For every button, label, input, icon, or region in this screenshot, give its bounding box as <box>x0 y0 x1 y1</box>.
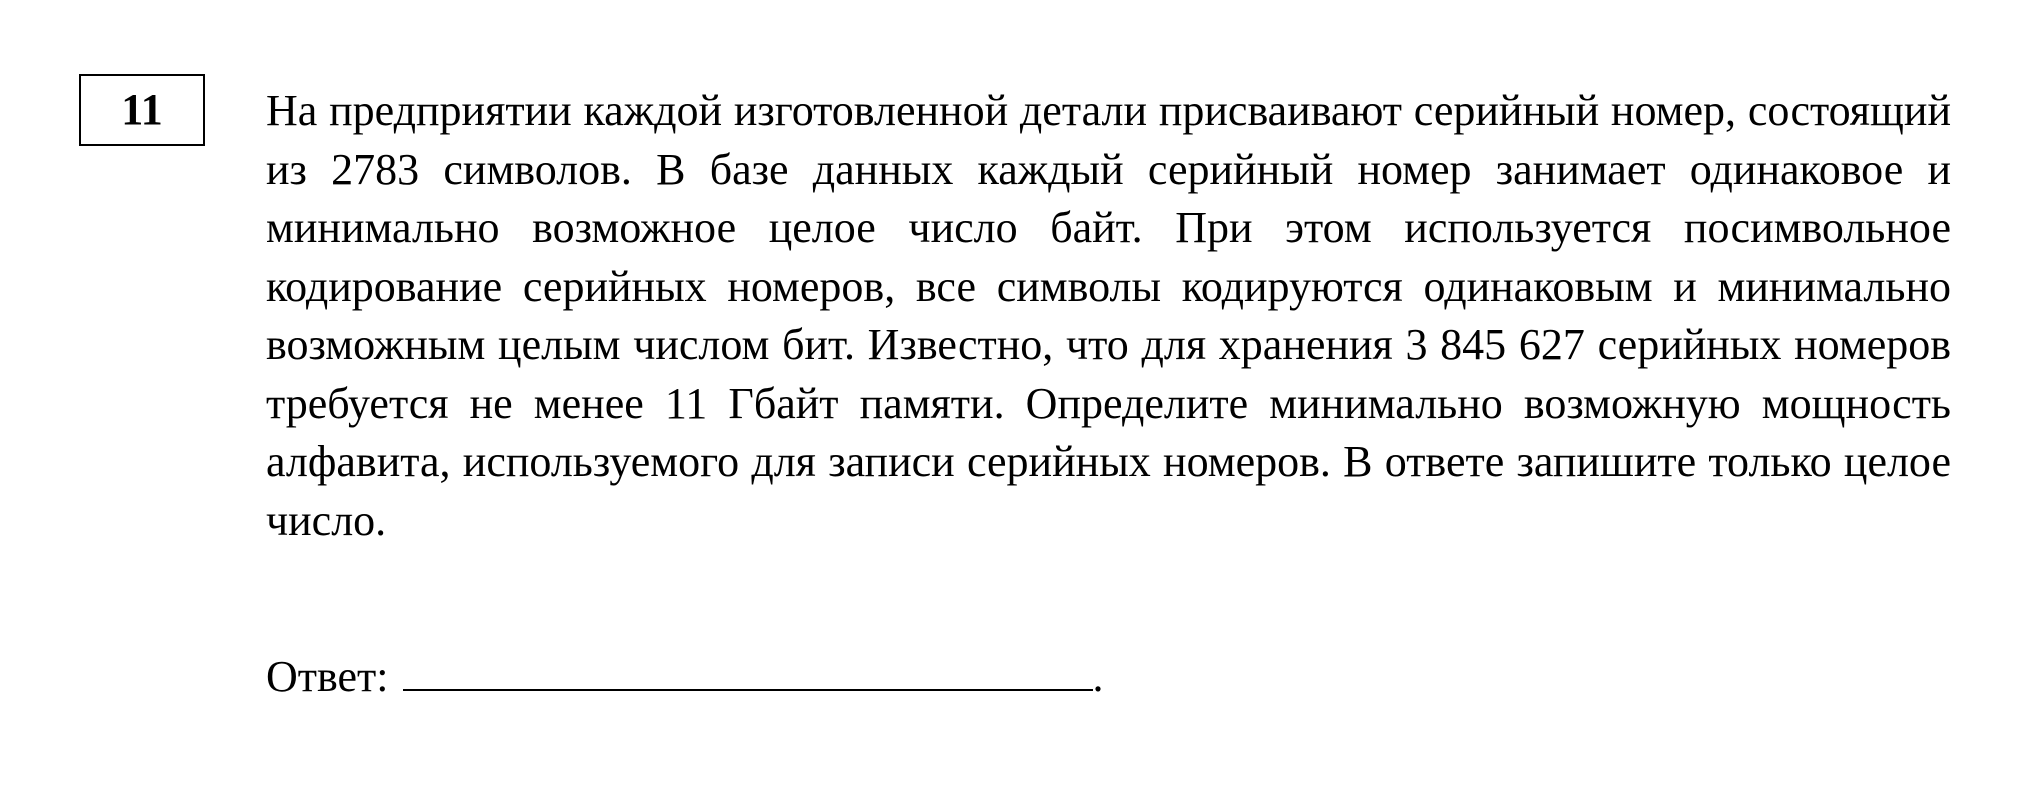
task-number-box <box>79 74 205 146</box>
answer-terminator: . <box>1092 652 1104 701</box>
answer-line <box>266 648 1104 706</box>
answer-blank[interactable] <box>403 649 1093 691</box>
task-number: 11 <box>121 85 163 134</box>
answer-label: Ответ: <box>266 652 389 701</box>
task-text: На предприятии каждой изготовленной детали присваивают серийный номер, состоящий из 2783 символов. В базе данных каждый серийный номер занимает одинаковое и минимально возможное целое число байт. При этом используется посимвольное кодирование серийных номеров, все символы кодируются одинаковым и минимально возможным целым числом бит. Известно, что для хранения 3 845 627 серийных номеров требуется не менее 11 Гбайт памяти. Определите минимально возможную мощность алфавита, используемого для записи серийных номеров. В ответе запишите только целое число. <box>266 86 1951 545</box>
